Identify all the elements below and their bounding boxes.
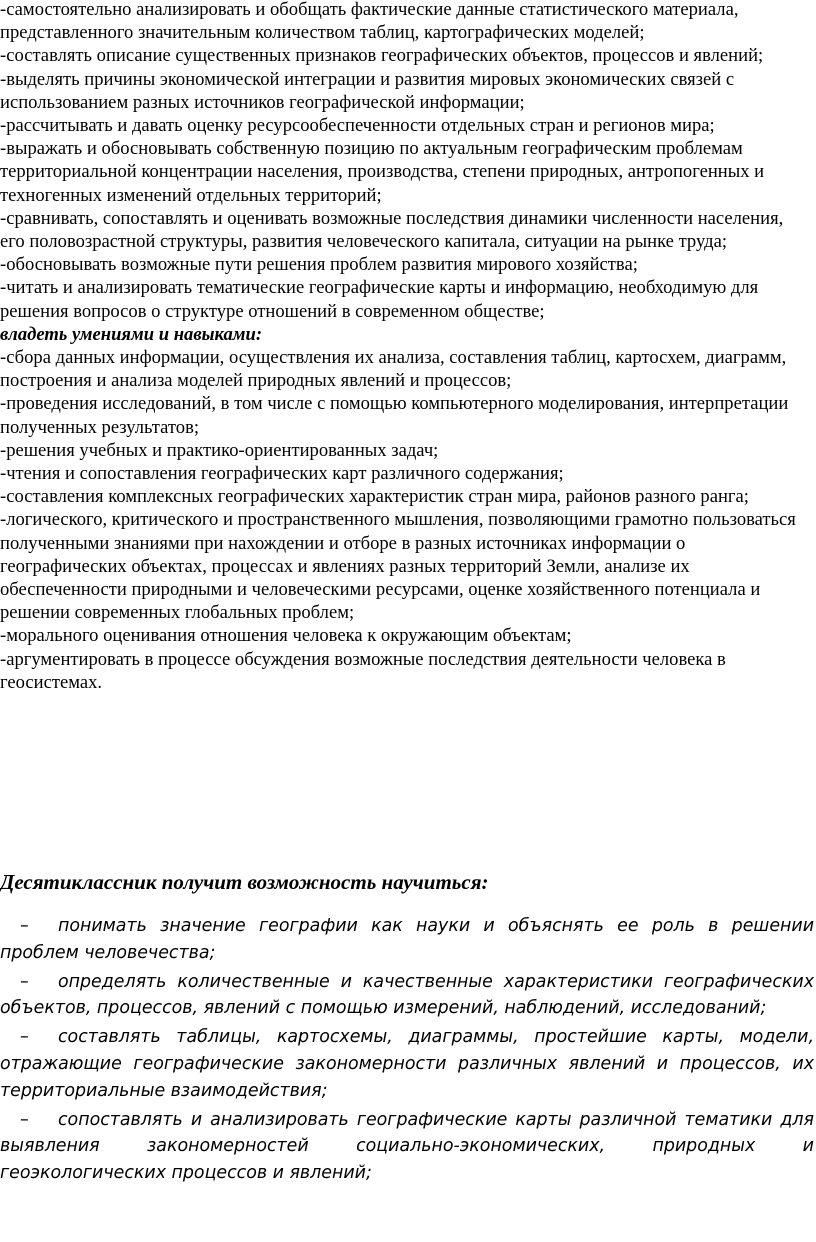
list-item: -составления комплексных географических характеристик стран мира, районов разного ранга; <box>0 486 749 508</box>
list-item: -читать и анализировать тематические географические карты и информацию, необходимую для решения вопросов о структуре отношений в современном обществе; <box>0 277 759 322</box>
opportunity-item <box>0 1024 814 1104</box>
list-item: -сбора данных информации, осуществления их анализа, составления таблиц, картосхем, диаграмм, <box>0 347 787 369</box>
dash-bullet: – <box>20 916 29 936</box>
opportunity-text: сопоставлять и анализировать географические карты различной тематики для выявления закономерностей социально-экономических, природных и геоэкологических процессов и явлений; <box>0 1109 814 1184</box>
list-item: -морального оценивания отношения человека к окружающим объектам; <box>0 625 572 647</box>
opportunity-item <box>0 913 814 967</box>
section-heading: Десятиклассник получит возможность научиться: <box>0 870 489 894</box>
list-item: -аргументировать в процессе обсуждения возможные последствия деятельности человека в геосистемах. <box>0 648 726 693</box>
list-item: -рассчитывать и давать оценку ресурсообеспеченности отдельных стран и регионов мира; <box>0 115 715 137</box>
opportunity-text: определять количественные и качественные характеристики географических объектов, процессов, явлений с помощью измерений, наблюдений, исследований; <box>0 971 814 1019</box>
list-item: -логического, критического и пространственного мышления, позволяющими грамотно пользоваться полученными знаниями при нахождении и отборе в разных источниках информации о географических объектах, процессах и явлениях разных территорий Земли, анализе их обеспеченности природными и человеческими ресурсами, оценке хозяйственного потенциала и решении современных глобальных проблем; <box>0 509 796 624</box>
list-item: -проведения исследований, в том числе с помощью компьютерного моделирования, интерпретации полученных результатов; <box>0 393 789 438</box>
list-item: -выделять причины экономической интеграции и развития мировых экономических связей с использованием разных источников географической информации; <box>0 68 735 113</box>
list-item: построения и анализа моделей природных явлений и процессов; <box>0 370 512 392</box>
skills-subheading: владеть умениями и навыками: <box>0 323 263 345</box>
list-item: -решения учебных и практико-ориентированных задач; <box>0 439 439 461</box>
opportunity-text: составлять таблицы, картосхемы, диаграммы, простейшие карты, модели, отражающие географические закономерности различных явлений и процессов, их территориальные взаимодействия; <box>0 1027 814 1101</box>
opportunity-item <box>0 969 814 1023</box>
list-item: его половозрастной структуры, развития человеческого капитала, ситуации на рынке труда; <box>0 231 727 253</box>
list-item: -составлять описание существенных признаков географических объектов, процессов и явлений; <box>0 45 764 67</box>
list-item: -обосновывать возможные пути решения проблем развития мирового хозяйства; <box>0 254 638 276</box>
list-item: -выражать и обосновывать собственную позицию по актуальным географическим проблемам территориальной концентрации населения, производства, степени природных, антропогенных и техногенных изменений отдельных территорий; <box>0 138 765 206</box>
opportunity-item <box>0 1107 814 1187</box>
list-item: -самостоятельно анализировать и обобщать фактические данные статистического материала, представленного значительным количеством таблиц, картографических моделей; <box>0 0 739 44</box>
opportunity-text: понимать значение географии как науки и объяснять ее роль в решении проблем человечества; <box>0 916 814 963</box>
dash-bullet: – <box>20 1109 29 1130</box>
opportunities-list <box>0 913 814 1189</box>
dash-bullet: – <box>20 971 29 992</box>
list-item: -сравнивать, сопоставлять и оценивать возможные последствия динамики численности населения, <box>0 207 784 229</box>
list-item: -чтения и сопоставления географических карт различного содержания; <box>0 463 564 485</box>
dash-bullet: – <box>20 1027 29 1048</box>
